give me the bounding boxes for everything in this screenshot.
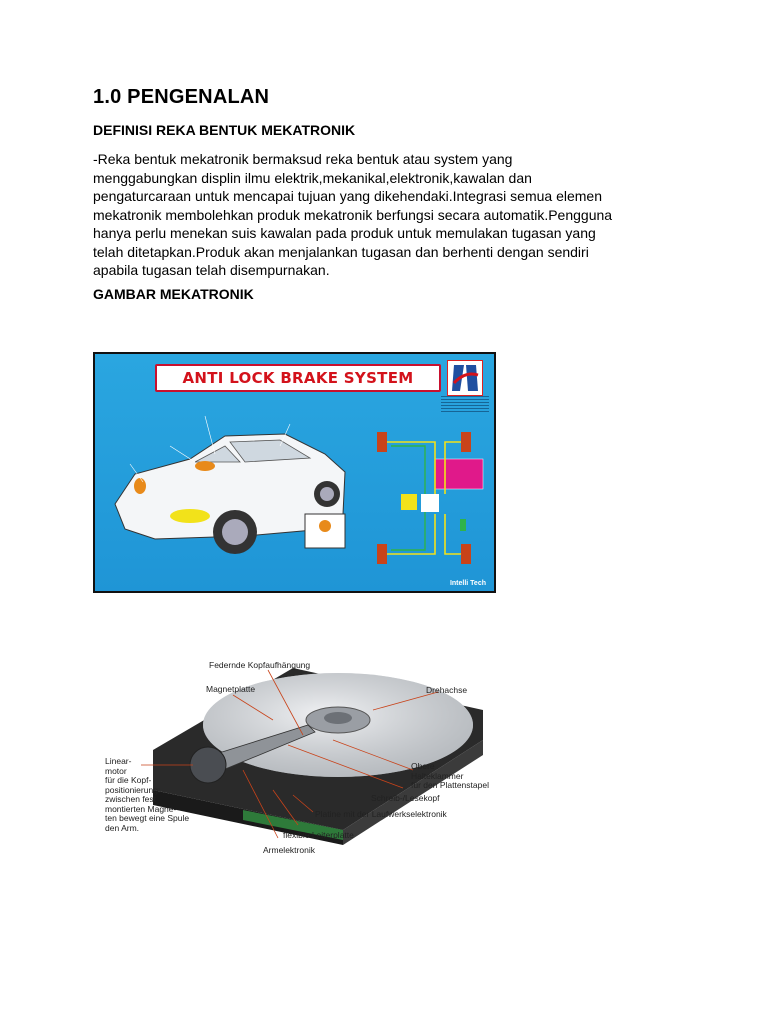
label-line: Obere — [411, 761, 435, 771]
label-magnetplatte: Magnetplatte — [206, 684, 256, 694]
label-line: positionierung: — [105, 784, 161, 795]
hdd-figure — [93, 640, 493, 862]
abs-brand: Intelli Tech — [449, 580, 486, 587]
label-line: für den Plattenstapel — [411, 780, 489, 790]
images-subheading: GAMBAR MEKATRONIK — [93, 286, 254, 302]
label-drehachse: Drehachse — [426, 685, 468, 695]
label-line: motor — [105, 765, 127, 776]
label-armelektronik: Armelektronik — [263, 845, 315, 855]
paragraph-line: apabila tugasan telah disempurnakan. — [93, 262, 330, 278]
section-heading: 1.0 PENGENALAN — [93, 86, 270, 108]
abs-figure-canvas — [95, 354, 494, 591]
paragraph-line: hanya perlu menekan suis kawalan pada produk untuk memulakan tugasan yang — [93, 225, 596, 241]
paragraph-line: menggabungkan displin ilmu elektrik,mekanikal,elektronik,kawalan dan — [93, 169, 532, 186]
label-flexible: flexible Leiterplatte — [283, 830, 354, 840]
definition-paragraph — [93, 150, 683, 280]
label-line: Linear- — [105, 756, 132, 766]
paragraph-line: -Reka bentuk mekatronik bermaksud reka bentuk atau system yang — [93, 151, 513, 167]
abs-title: ANTI LOCK BRAKE SYSTEM — [155, 364, 441, 392]
label-linearmotor — [105, 757, 189, 833]
label-line: den Arm. — [105, 822, 140, 833]
label-platine: Platine mit der Laufwerkselektronik — [315, 809, 447, 819]
paragraph-line: telah ditetapkan.Produk akan menjalankan tugasan dan berhenti dengan sendiri — [93, 243, 589, 260]
label-federnde: Federnde Kopfaufhängung — [209, 660, 311, 670]
abs-illustration — [95, 354, 494, 591]
definition-subheading: DEFINISI REKA BENTUK MEKATRONIK — [93, 122, 356, 138]
label-line: zwischen fest — [105, 794, 157, 804]
abs-figure — [93, 352, 496, 593]
label-line: montierten Magne- — [105, 803, 177, 814]
abs-schematic-icon — [377, 432, 483, 564]
paragraph-line: pengaturcaraan untuk mencapai tujuan yang dikehendaki.Integrasi semua elemen — [93, 188, 603, 204]
label-line: für die Kopf- — [105, 775, 152, 785]
label-line: ten bewegt eine Spule — [105, 813, 190, 823]
paragraph-line: mekatronik membolehkan produk mekatronik berfungsi secara automatik.Pengguna — [93, 206, 613, 223]
label-obere — [411, 762, 489, 791]
label-schreib: Schreib-/Lesekopf — [371, 793, 440, 803]
label-line: Halteklammer — [411, 770, 464, 781]
